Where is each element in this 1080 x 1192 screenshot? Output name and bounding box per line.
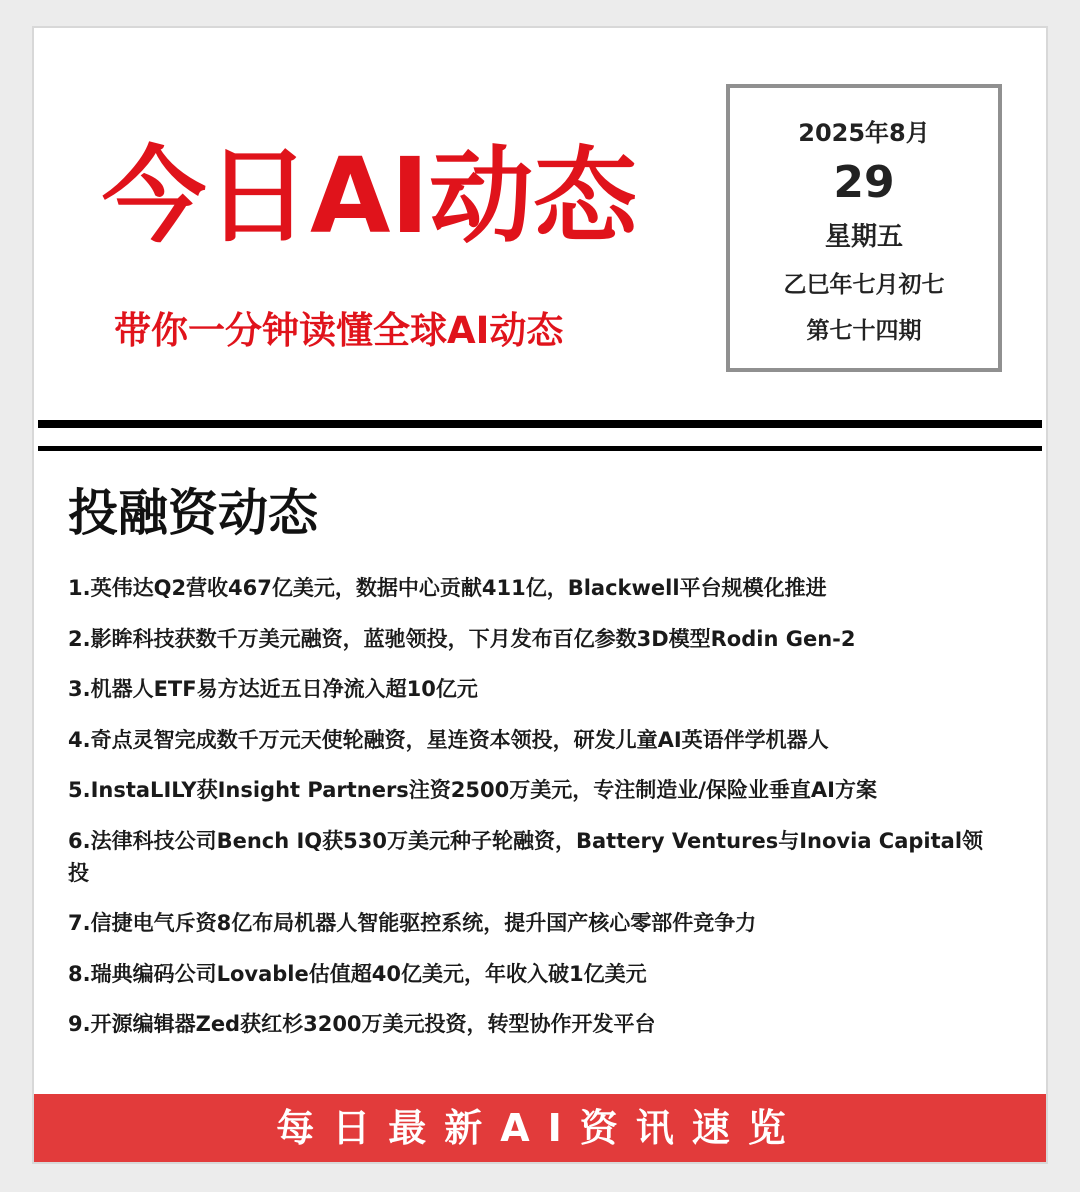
news-item: 5.InstaLILY获Insight Partners注资2500万美元，专注制造业/保险业垂直AI方案 <box>68 778 877 802</box>
news-item: 8.瑞典编码公司Lovable估值超40亿美元，年收入破1亿美元 <box>68 961 647 986</box>
news-item: 9.开源编辑器Zed获红杉3200万美元投资，转型协作开发平台 <box>68 1012 656 1036</box>
footer-banner: 每日最新AI资讯速览 <box>34 1094 1046 1162</box>
news-item: 3.机器人ETF易方达近五日净流入超10亿元 <box>68 677 478 701</box>
masthead-subtitle: 带你一分钟读懂全球AI动态 <box>114 309 564 352</box>
date-day: 29 <box>833 157 895 208</box>
divider-thick <box>38 420 1042 428</box>
date-lunar: 乙巳年七月初七 <box>783 272 945 298</box>
news-item: 6.法律科技公司Bench IQ获530万美元种子轮融资，Battery Ventures与Inovia Capital领投 <box>68 828 984 885</box>
news-item: 4.奇点灵智完成数千万元天使轮融资，星连资本领投，研发儿童AI英语伴学机器人 <box>68 727 829 752</box>
section-title: 投融资动态 <box>68 484 318 542</box>
date-box <box>726 84 1002 372</box>
news-list <box>68 572 998 1059</box>
date-year-month: 2025年8月 <box>798 119 930 147</box>
news-item: 2.影眸科技获数千万美元融资，蓝驰领投，下月发布百亿参数3D模型Rodin Gen-2 <box>68 626 856 651</box>
news-item: 7.信捷电气斥资8亿布局机器人智能驱控系统，提升国产核心零部件竞争力 <box>68 911 757 935</box>
issue-number: 第七十四期 <box>806 318 922 344</box>
masthead-title: 今日AI动态 <box>102 135 638 257</box>
date-weekday: 星期五 <box>824 222 903 252</box>
divider-thin <box>38 446 1042 451</box>
news-item: 1.英伟达Q2营收467亿美元，数据中心贡献411亿，Blackwell平台规模化推进 <box>68 576 827 600</box>
newsletter-page <box>32 26 1048 1164</box>
